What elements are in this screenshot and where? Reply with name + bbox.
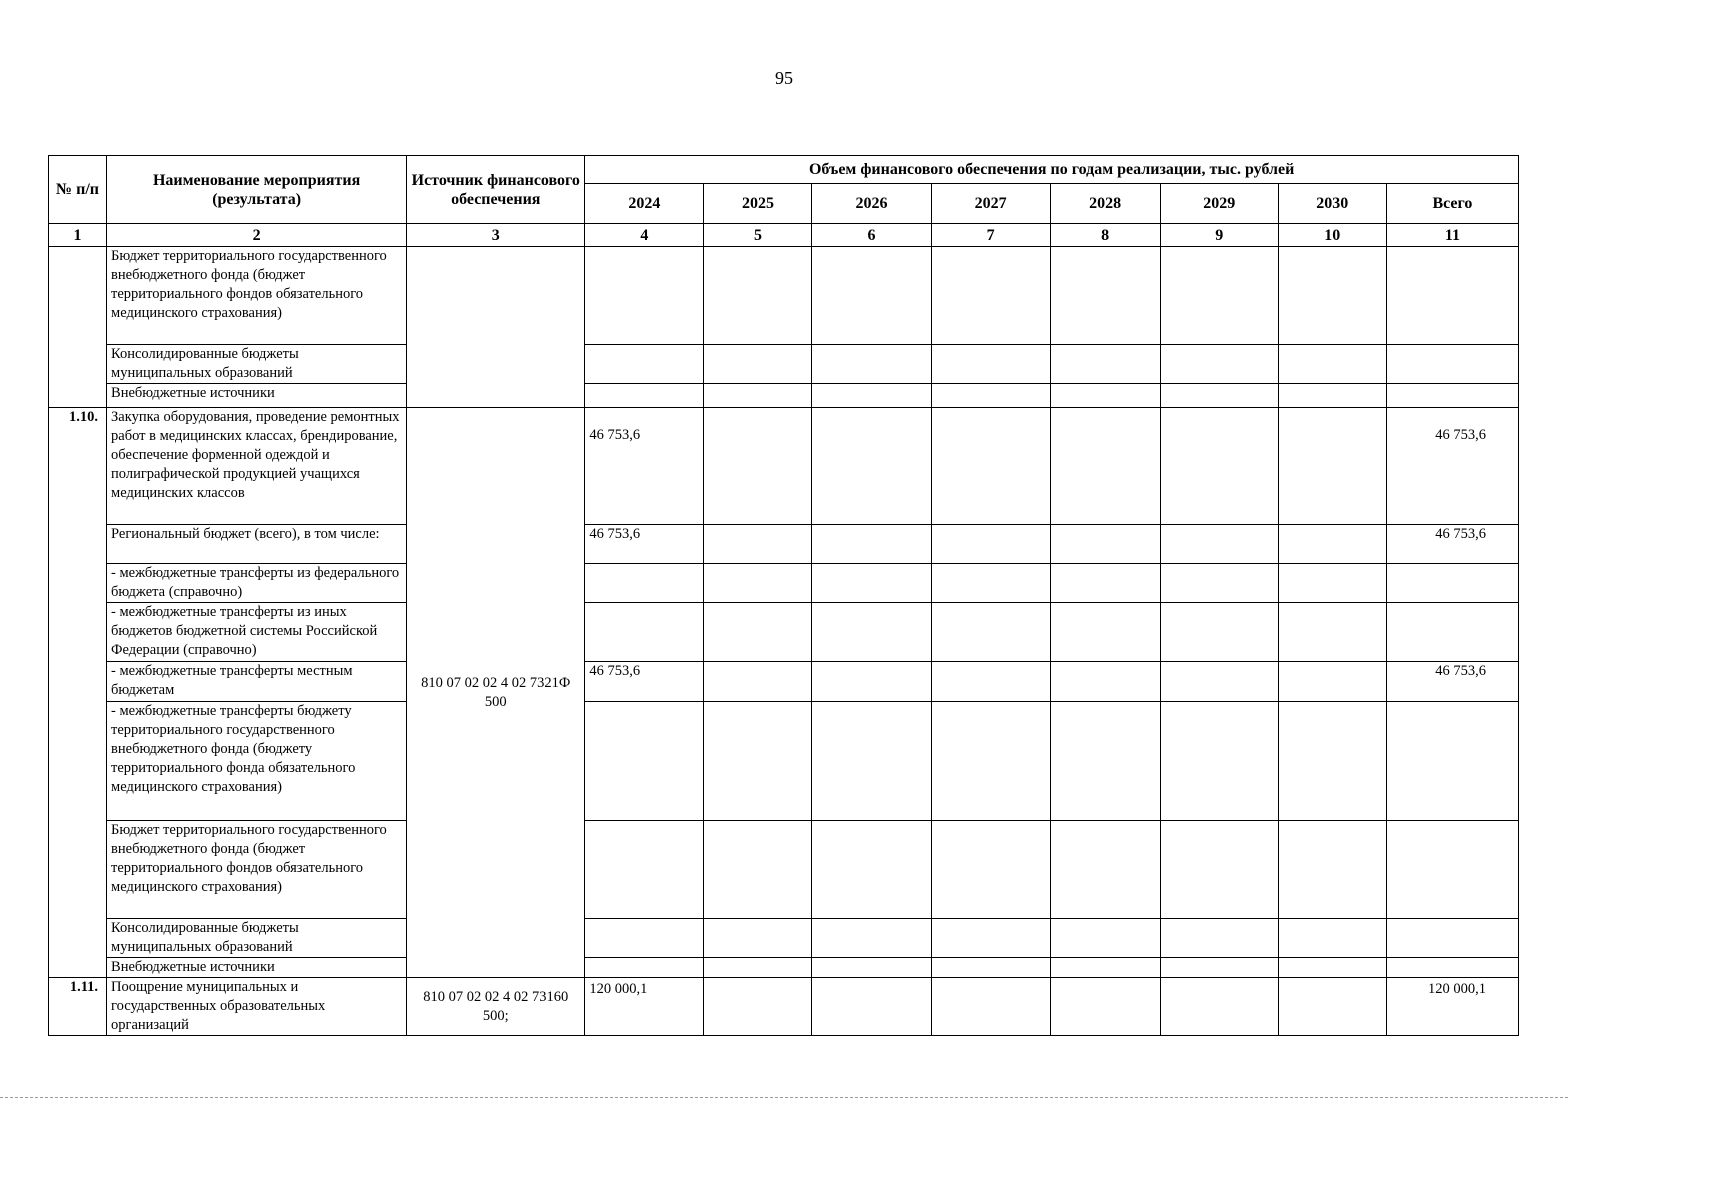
row-total (1386, 603, 1518, 662)
row-value (1160, 702, 1278, 821)
row-value (704, 247, 812, 345)
column-index: 9 (1160, 224, 1278, 247)
row-total: 46 753,6 (1386, 525, 1518, 564)
column-index: 7 (931, 224, 1050, 247)
row-value (1160, 978, 1278, 1036)
table-row (49, 919, 1519, 958)
row-value (585, 702, 704, 821)
row-total: 46 753,6 (1386, 662, 1518, 702)
row-value (931, 978, 1050, 1036)
row-value (1278, 525, 1386, 564)
row-value (1278, 919, 1386, 958)
row-value (1160, 408, 1278, 525)
row-source: 810 07 02 02 4 02 7321Ф 500 (407, 408, 585, 978)
header-year: 2028 (1050, 184, 1160, 224)
row-value (585, 564, 704, 603)
row-value (1160, 662, 1278, 702)
row-value (812, 564, 931, 603)
page-number: 95 (775, 68, 793, 88)
row-name: Региональный бюджет (всего), в том числе: (107, 525, 407, 564)
table-row (49, 247, 1519, 345)
row-value (812, 919, 931, 958)
row-value (704, 345, 812, 384)
header-year: 2027 (931, 184, 1050, 224)
row-value (585, 603, 704, 662)
row-no: 1.10. (49, 408, 107, 978)
row-total (1386, 384, 1518, 408)
column-index: 2 (107, 224, 407, 247)
row-value (1050, 662, 1160, 702)
row-value (812, 958, 931, 978)
row-value (1278, 247, 1386, 345)
row-value (704, 662, 812, 702)
header-total: Всего (1386, 184, 1518, 224)
column-index: 10 (1278, 224, 1386, 247)
row-value (1050, 919, 1160, 958)
row-value (704, 525, 812, 564)
table-row (49, 958, 1519, 978)
row-value (1160, 919, 1278, 958)
row-total (1386, 345, 1518, 384)
row-value (812, 821, 931, 919)
header-year: 2025 (704, 184, 812, 224)
row-value (1160, 603, 1278, 662)
row-value (704, 702, 812, 821)
row-value (812, 384, 931, 408)
row-value (1050, 603, 1160, 662)
row-name: Поощрение муниципальных и государственных образовательных организаций (107, 978, 407, 1036)
row-total: 120 000,1 (1386, 978, 1518, 1036)
row-value (585, 821, 704, 919)
row-name: Внебюджетные источники (107, 958, 407, 978)
row-value (1278, 408, 1386, 525)
row-value (1278, 384, 1386, 408)
row-value (1278, 958, 1386, 978)
row-value (704, 958, 812, 978)
row-value (1278, 564, 1386, 603)
row-value: 46 753,6 (585, 662, 704, 702)
row-value (1278, 662, 1386, 702)
row-value (585, 919, 704, 958)
row-name: Консолидированные бюджеты муниципальных образований (107, 345, 407, 384)
table-row (49, 702, 1519, 821)
row-total (1386, 702, 1518, 821)
column-index: 11 (1386, 224, 1518, 247)
financing-table (48, 155, 1519, 1036)
row-value (931, 702, 1050, 821)
row-name: - межбюджетные трансферты бюджету территориального государственного внебюджетного фонда (бюджету территориального фонда обязательного медицинского страхования) (107, 702, 407, 821)
row-value (1160, 821, 1278, 919)
row-value (1278, 978, 1386, 1036)
table-row (49, 408, 1519, 525)
row-value (1278, 702, 1386, 821)
table-row (49, 603, 1519, 662)
row-value (1050, 702, 1160, 821)
column-index: 6 (812, 224, 931, 247)
row-value (931, 958, 1050, 978)
row-name: Бюджет территориального государственного внебюджетного фонда (бюджет территориального фондов обязательного медицинского страхования) (107, 247, 407, 345)
column-index: 1 (49, 224, 107, 247)
table-row (49, 525, 1519, 564)
header-year: 2029 (1160, 184, 1278, 224)
row-value (585, 247, 704, 345)
row-value (1160, 564, 1278, 603)
row-total (1386, 958, 1518, 978)
row-value (1278, 603, 1386, 662)
row-value (1050, 821, 1160, 919)
row-total (1386, 919, 1518, 958)
page-edge-divider (0, 1097, 1568, 1098)
row-value (704, 408, 812, 525)
row-value: 120 000,1 (585, 978, 704, 1036)
row-value (812, 978, 931, 1036)
table-row (49, 662, 1519, 702)
row-value (704, 919, 812, 958)
row-value (1050, 345, 1160, 384)
row-source (407, 247, 585, 408)
row-value: 46 753,6 (585, 525, 704, 564)
row-value (931, 919, 1050, 958)
row-value (1160, 247, 1278, 345)
table-row (49, 821, 1519, 919)
header-source: Источник финансового обеспечения (407, 156, 585, 224)
column-index: 4 (585, 224, 704, 247)
row-value (1050, 525, 1160, 564)
row-value (1050, 408, 1160, 525)
row-name: - межбюджетные трансферты местным бюджетам (107, 662, 407, 702)
row-no (49, 247, 107, 408)
column-index: 8 (1050, 224, 1160, 247)
row-value (704, 603, 812, 662)
row-value (1278, 345, 1386, 384)
header-year: 2030 (1278, 184, 1386, 224)
header-volume: Объем финансового обеспечения по годам реализации, тыс. рублей (585, 156, 1519, 184)
row-value (585, 958, 704, 978)
column-index: 5 (704, 224, 812, 247)
row-value (812, 662, 931, 702)
header-no: № п/п (49, 156, 107, 224)
row-value (812, 247, 931, 345)
row-value (812, 702, 931, 821)
row-value (812, 603, 931, 662)
row-name: Внебюджетные источники (107, 384, 407, 408)
row-value (704, 384, 812, 408)
header-year: 2024 (585, 184, 704, 224)
row-total: 46 753,6 (1386, 408, 1518, 525)
header-year: 2026 (812, 184, 931, 224)
row-value (931, 821, 1050, 919)
row-no: 1.11. (49, 978, 107, 1036)
row-value (1050, 247, 1160, 345)
column-index-row (49, 224, 1519, 247)
row-value (931, 603, 1050, 662)
row-value (812, 345, 931, 384)
row-value (585, 384, 704, 408)
row-total (1386, 821, 1518, 919)
column-index: 3 (407, 224, 585, 247)
row-value (931, 525, 1050, 564)
row-name: Консолидированные бюджеты муниципальных образований (107, 919, 407, 958)
row-total (1386, 247, 1518, 345)
table-row (49, 978, 1519, 1036)
table-row (49, 384, 1519, 408)
row-name: - межбюджетные трансферты из иных бюджетов бюджетной системы Российской Федерации (справочно) (107, 603, 407, 662)
row-value (931, 408, 1050, 525)
table-row (49, 564, 1519, 603)
row-value (1050, 958, 1160, 978)
row-value (1050, 384, 1160, 408)
row-value (931, 564, 1050, 603)
row-source: 810 07 02 02 4 02 73160 500; (407, 978, 585, 1036)
table-row (49, 345, 1519, 384)
row-value (931, 384, 1050, 408)
row-value (1160, 345, 1278, 384)
row-value (812, 525, 931, 564)
row-value (931, 247, 1050, 345)
row-value (931, 345, 1050, 384)
row-value (1160, 525, 1278, 564)
row-value (704, 821, 812, 919)
row-value (1050, 564, 1160, 603)
header-name: Наименование мероприятия (результата) (107, 156, 407, 224)
row-total (1386, 564, 1518, 603)
row-name: - межбюджетные трансферты из федерального бюджета (справочно) (107, 564, 407, 603)
row-value (1160, 958, 1278, 978)
row-value (704, 564, 812, 603)
row-value (1278, 821, 1386, 919)
row-name: Закупка оборудования, проведение ремонтных работ в медицинских классах, брендирование, обеспечение форменной одеждой и полиграфической продукцией учащихся медицинских классов (107, 408, 407, 525)
row-value (704, 978, 812, 1036)
row-value (1050, 978, 1160, 1036)
row-name: Бюджет территориального государственного внебюджетного фонда (бюджет территориального фондов обязательного медицинского страхования) (107, 821, 407, 919)
row-value (812, 408, 931, 525)
row-value (585, 345, 704, 384)
row-value (931, 662, 1050, 702)
row-value: 46 753,6 (585, 408, 704, 525)
row-value (1160, 384, 1278, 408)
